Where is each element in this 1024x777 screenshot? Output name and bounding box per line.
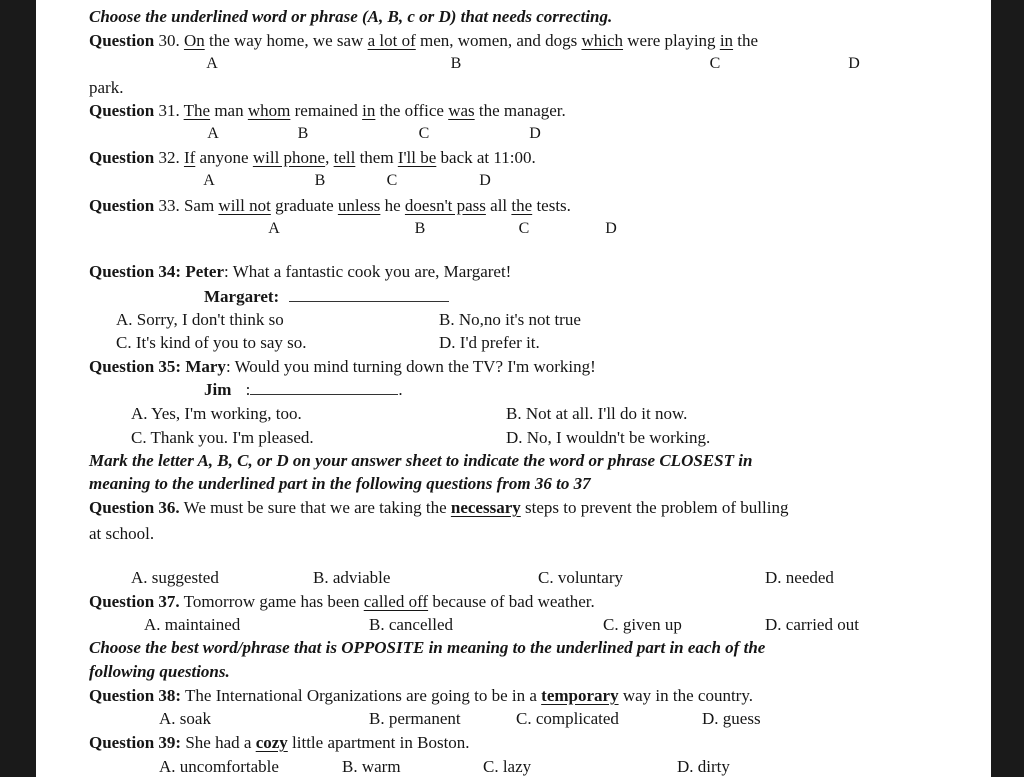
letter-a: A	[207, 125, 219, 142]
letter-b: B	[414, 220, 426, 237]
section2-instruction-line1: Mark the letter A, B, C, or D on your answer sheet to indicate the word or phrase CLOSEST in	[89, 451, 753, 470]
question-text: We must be sure that we are taking the	[183, 498, 447, 517]
question-label: Question 36.	[89, 498, 180, 517]
question-text: man	[214, 101, 244, 120]
letter-d: D	[605, 220, 617, 237]
question-37	[89, 592, 595, 612]
answer-option: A. maintained	[144, 615, 241, 634]
answer-option: D. dirty	[677, 757, 730, 776]
option-a-underlined: will not	[218, 196, 271, 215]
letter-c: C	[386, 172, 398, 189]
question-text: the	[737, 31, 759, 50]
answer-blank	[250, 382, 398, 395]
question-text: She had a	[185, 733, 252, 752]
answer-option: D. I'd prefer it.	[439, 333, 540, 352]
section1-instruction: Choose the underlined word or phrase (A, B, c or D) that needs correcting.	[89, 7, 613, 26]
question-text: all	[490, 196, 508, 215]
answer-option: D. No, I wouldn't be working.	[506, 428, 711, 447]
answer-option: B. Not at all. I'll do it now.	[506, 404, 688, 423]
speaker-name: Mary	[185, 357, 226, 376]
section3-instruction-line2: following questions.	[89, 662, 230, 681]
answer-option: C. lazy	[483, 757, 532, 776]
question-38	[89, 686, 753, 706]
question-label: Question 39:	[89, 733, 182, 752]
question-text: he	[384, 196, 401, 215]
question-30	[89, 31, 758, 51]
question-number: 31.	[158, 101, 180, 120]
question-39	[89, 733, 470, 753]
question-text: Tomorrow game has been	[183, 592, 360, 611]
question-label: Question	[89, 31, 155, 50]
question-text: the way home, we saw	[208, 31, 364, 50]
question-text: The International Organizations are going to be in a	[185, 686, 537, 705]
dialogue-line: : What a fantastic cook you are, Margaret!	[224, 262, 512, 281]
answer-option: A. Yes, I'm working, too.	[131, 404, 302, 423]
question-text: way in the country.	[622, 686, 753, 705]
option-d-underlined: in	[719, 31, 734, 50]
question-text: men, women, and dogs	[420, 31, 578, 50]
letter-a: A	[203, 172, 215, 189]
question-label: Question 37.	[89, 592, 180, 611]
answer-option: C. It's kind of you to say so.	[116, 333, 307, 352]
question-32	[89, 148, 536, 168]
answer-option: D. guess	[702, 709, 761, 728]
answer-option: B. cancelled	[369, 615, 454, 634]
question-31	[89, 101, 566, 121]
letter-d: D	[479, 172, 491, 189]
question-30-continuation: park.	[89, 78, 124, 97]
question-label: Question	[89, 101, 155, 120]
question-33	[89, 196, 571, 216]
section3-instruction-line1: Choose the best word/phrase that is OPPOSITE in meaning to the underlined part in each of the	[89, 638, 766, 657]
colon: :	[245, 380, 251, 399]
question-label: Question 34:	[89, 262, 182, 281]
question-text: graduate	[275, 196, 334, 215]
option-b-underlined: will phone	[252, 148, 326, 167]
letter-d: D	[529, 125, 541, 142]
letter-a: A	[268, 220, 280, 237]
question-number: 30.	[158, 31, 180, 50]
option-a-underlined: If	[183, 148, 196, 167]
question-label: Question 35:	[89, 357, 182, 376]
question-36	[89, 498, 788, 518]
option-b-underlined: whom	[247, 101, 291, 120]
letter-c: C	[518, 220, 530, 237]
speaker-name: Margaret:	[204, 287, 280, 306]
answer-option: A. soak	[159, 709, 211, 728]
option-d-underlined: I'll be	[397, 148, 437, 167]
question-label: Question	[89, 196, 155, 215]
sentence-end: .	[398, 380, 403, 399]
option-a-underlined: The	[183, 101, 211, 120]
question-35-response	[204, 380, 403, 400]
letter-d: D	[848, 55, 860, 72]
answer-option: C. complicated	[516, 709, 619, 728]
letter-c: C	[418, 125, 430, 142]
question-text: little apartment in Boston.	[292, 733, 470, 752]
letter-b: B	[450, 55, 462, 72]
question-text: the office	[379, 101, 444, 120]
answer-option: A. suggested	[131, 568, 219, 587]
answer-option: B. permanent	[369, 709, 461, 728]
option-b-underlined: unless	[337, 196, 381, 215]
answer-option: C. Thank you. I'm pleased.	[131, 428, 314, 447]
question-number: 33.	[158, 196, 180, 215]
answer-option: C. given up	[603, 615, 682, 634]
letter-c: C	[709, 55, 721, 72]
option-c-underlined: tell	[333, 148, 356, 167]
key-word-underlined: necessary	[450, 498, 521, 517]
dialogue-line: : Would you mind turning down the TV? I'm working!	[225, 357, 596, 376]
question-text: were playing	[627, 31, 716, 50]
question-text: tests.	[536, 196, 571, 215]
question-34	[89, 262, 511, 282]
question-number: 32.	[158, 148, 180, 167]
key-word-underlined: cozy	[255, 733, 288, 752]
answer-option: D. carried out	[765, 615, 859, 634]
worksheet-page	[36, 0, 991, 777]
question-text: Sam	[183, 196, 215, 215]
question-text: anyone	[199, 148, 249, 167]
answer-option: D. needed	[765, 568, 834, 587]
answer-option: C. voluntary	[538, 568, 623, 587]
option-c-underlined: which	[581, 31, 624, 50]
question-text: ,	[325, 148, 330, 167]
question-text: them	[359, 148, 394, 167]
option-d-underlined: the	[511, 196, 533, 215]
question-label: Question	[89, 148, 155, 167]
speaker-name: Jim	[204, 380, 232, 399]
option-b-underlined: a lot of	[367, 31, 416, 50]
section2-instruction-line2: meaning to the underlined part in the following questions from 36 to 37	[89, 474, 591, 493]
key-word-underlined: called off	[363, 592, 429, 611]
answer-option: B. adviable	[313, 568, 391, 587]
option-c-underlined: doesn't pass	[404, 196, 486, 215]
question-34-response	[204, 287, 449, 307]
key-word-underlined: temporary	[541, 686, 619, 705]
question-text: remained	[294, 101, 358, 120]
answer-blank	[289, 289, 449, 302]
question-text: the manager.	[478, 101, 566, 120]
speaker-name: Peter	[185, 262, 225, 281]
letter-b: B	[297, 125, 309, 142]
option-d-underlined: was	[448, 101, 475, 120]
question-36-continuation: at school.	[89, 524, 155, 543]
option-c-underlined: in	[362, 101, 376, 120]
answer-option: A. uncomfortable	[159, 757, 279, 776]
question-35	[89, 357, 596, 377]
answer-option: B. warm	[342, 757, 401, 776]
letter-b: B	[314, 172, 326, 189]
question-text: back at 11:00.	[440, 148, 536, 167]
letter-a: A	[206, 55, 218, 72]
option-a-underlined: On	[183, 31, 205, 50]
question-text: because of bad weather.	[432, 592, 595, 611]
answer-option: A. Sorry, I don't think so	[116, 310, 284, 329]
answer-option: B. No,no it's not true	[439, 310, 581, 329]
question-text: steps to prevent the problem of bulling	[525, 498, 789, 517]
question-label: Question 38:	[89, 686, 182, 705]
